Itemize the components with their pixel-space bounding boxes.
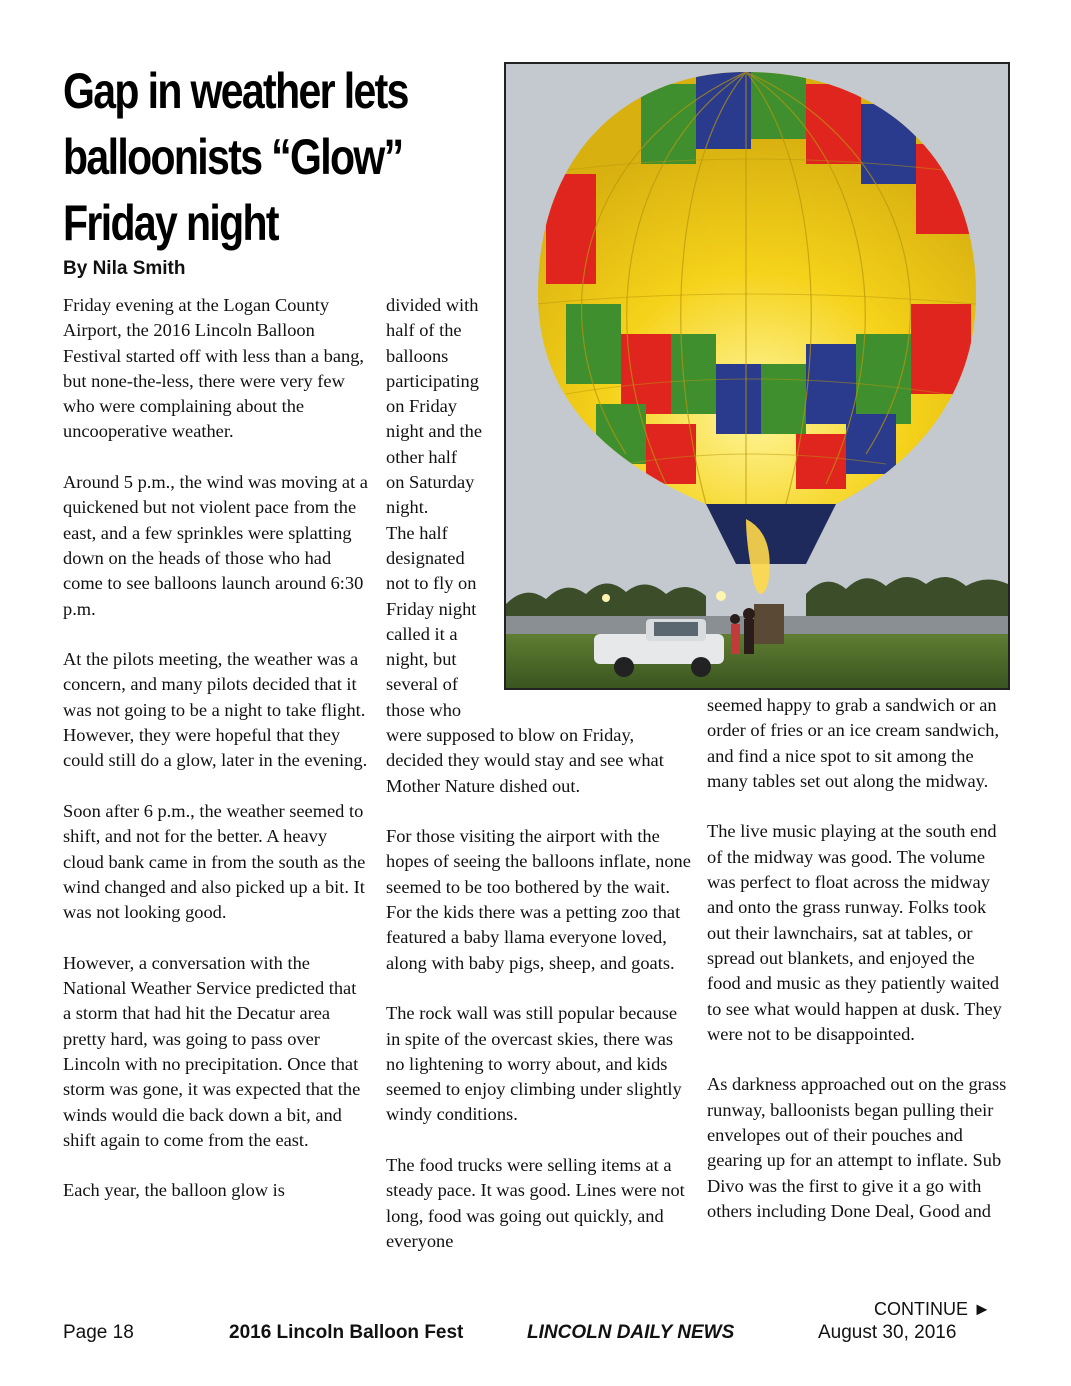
paragraph: Each year, the balloon glow is <box>63 1180 285 1201</box>
text-line: Friday night <box>386 598 477 619</box>
article-column-1 <box>63 293 368 1204</box>
article-byline: By Nila Smith <box>63 258 186 279</box>
text-line: night, but <box>386 649 457 670</box>
text-line: half of the <box>386 320 462 341</box>
balloon-photo <box>504 62 1010 690</box>
text-line: those who <box>386 699 462 720</box>
text-line: balloons <box>386 345 449 366</box>
paragraph: Soon after 6 p.m., the weather seemed to shift, and not for the better. A heavy cloud bank came in from the south as the wind changed and also picked up a bit. It was not looking good. <box>63 800 366 923</box>
text-line: night. <box>386 497 429 518</box>
article-headline: Gap in weather lets balloonists “Glow” Friday night <box>63 63 408 251</box>
footer-publication: LINCOLN DAILY NEWS <box>527 1322 735 1343</box>
text-line: called it a <box>386 623 458 644</box>
paragraph: Friday evening at the Logan County Airport, the 2016 Lincoln Balloon Festival started off with less than a bang, but none-the-less, there were very few who were complaining about the uncooperative weather. <box>63 295 365 442</box>
paragraph: were supposed to blow on Friday, decided they would stay and see what Mother Nature dished out. <box>386 725 664 796</box>
paragraph: The rock wall was still popular because in spite of the overcast skies, there was no lightening to worry about, and kids seemed to enjoy climbing under slightly windy conditions. <box>386 1003 682 1125</box>
paragraph: As darkness approached out on the grass runway, balloonists began pulling their envelopes out of their pouches and gearing up for an attempt to inflate. Sub Divo was the first to give it a go with others including Done Deal, Good and <box>707 1074 1007 1221</box>
text-line: participating <box>386 370 479 391</box>
paragraph: For those visiting the airport with the hopes of seeing the balloons inflate, none seemed to be too bothered by the wait. For the kids there was a petting zoo that featured a baby llama everyone loved, along with baby pigs, sheep, and goats. <box>386 826 691 973</box>
paragraph: Around 5 p.m., the wind was moving at a quickened but not violent pace from the east, and a few sprinkles were splatting down on the heads of those who had come to see balloons launch around 6:30 p.m. <box>63 472 368 619</box>
article-column-3 <box>707 693 1012 1224</box>
paragraph: The live music playing at the south end of the midway was good. The volume was perfect to float across the midway and onto the grass runway. Folks took out their lawnchairs, sat at tables, or spread out blankets, and enjoyed the food and music as they patiently waited to see what would happen at dusk. They were not to be disappointed. <box>707 821 1002 1044</box>
text-line: designated <box>386 547 465 568</box>
text-line: divided with <box>386 295 479 315</box>
paragraph: seemed happy to grab a sandwich or an order of fries or an ice cream sandwich, and find a nice spot to sit among the many tables set out along the midway. <box>707 695 1000 791</box>
paragraph: The food trucks were selling items at a steady pace. It was good. Lines were not long, food was going out quickly, and everyone <box>386 1155 685 1251</box>
light <box>716 591 726 601</box>
footer-page-number: Page 18 <box>63 1322 134 1343</box>
article-column-2 <box>386 723 691 1254</box>
text-line: The half <box>386 522 448 543</box>
text-line: several of <box>386 674 458 695</box>
footer-date: August 30, 2016 <box>818 1322 957 1343</box>
text-line: night and the <box>386 421 483 442</box>
text-line: other half <box>386 446 457 467</box>
text-line: not to fly on <box>386 573 477 594</box>
paragraph: At the pilots meeting, the weather was a concern, and many pilots decided that it was not going to be a night to take flight. However, they were hopeful that they could still do a glow, later in the evening. <box>63 649 368 771</box>
balloon-basket <box>754 604 784 644</box>
paragraph: However, a conversation with the National Weather Service predicted that a storm that had hit the Decatur area pretty hard, was going to pass over Lincoln with no precipitation. Once that storm was gone, it was expected that the winds would die back down a bit, and shift again to come from the east. <box>63 952 361 1150</box>
light <box>602 594 610 602</box>
continue-link[interactable]: CONTINUE ► <box>874 1299 991 1319</box>
text-line: on Saturday <box>386 472 475 493</box>
hot-air-balloon-illustration <box>506 64 1008 688</box>
text-line: on Friday <box>386 396 458 417</box>
footer-section-title: 2016 Lincoln Balloon Fest <box>229 1322 464 1343</box>
article-column-2-narrow <box>386 293 501 723</box>
